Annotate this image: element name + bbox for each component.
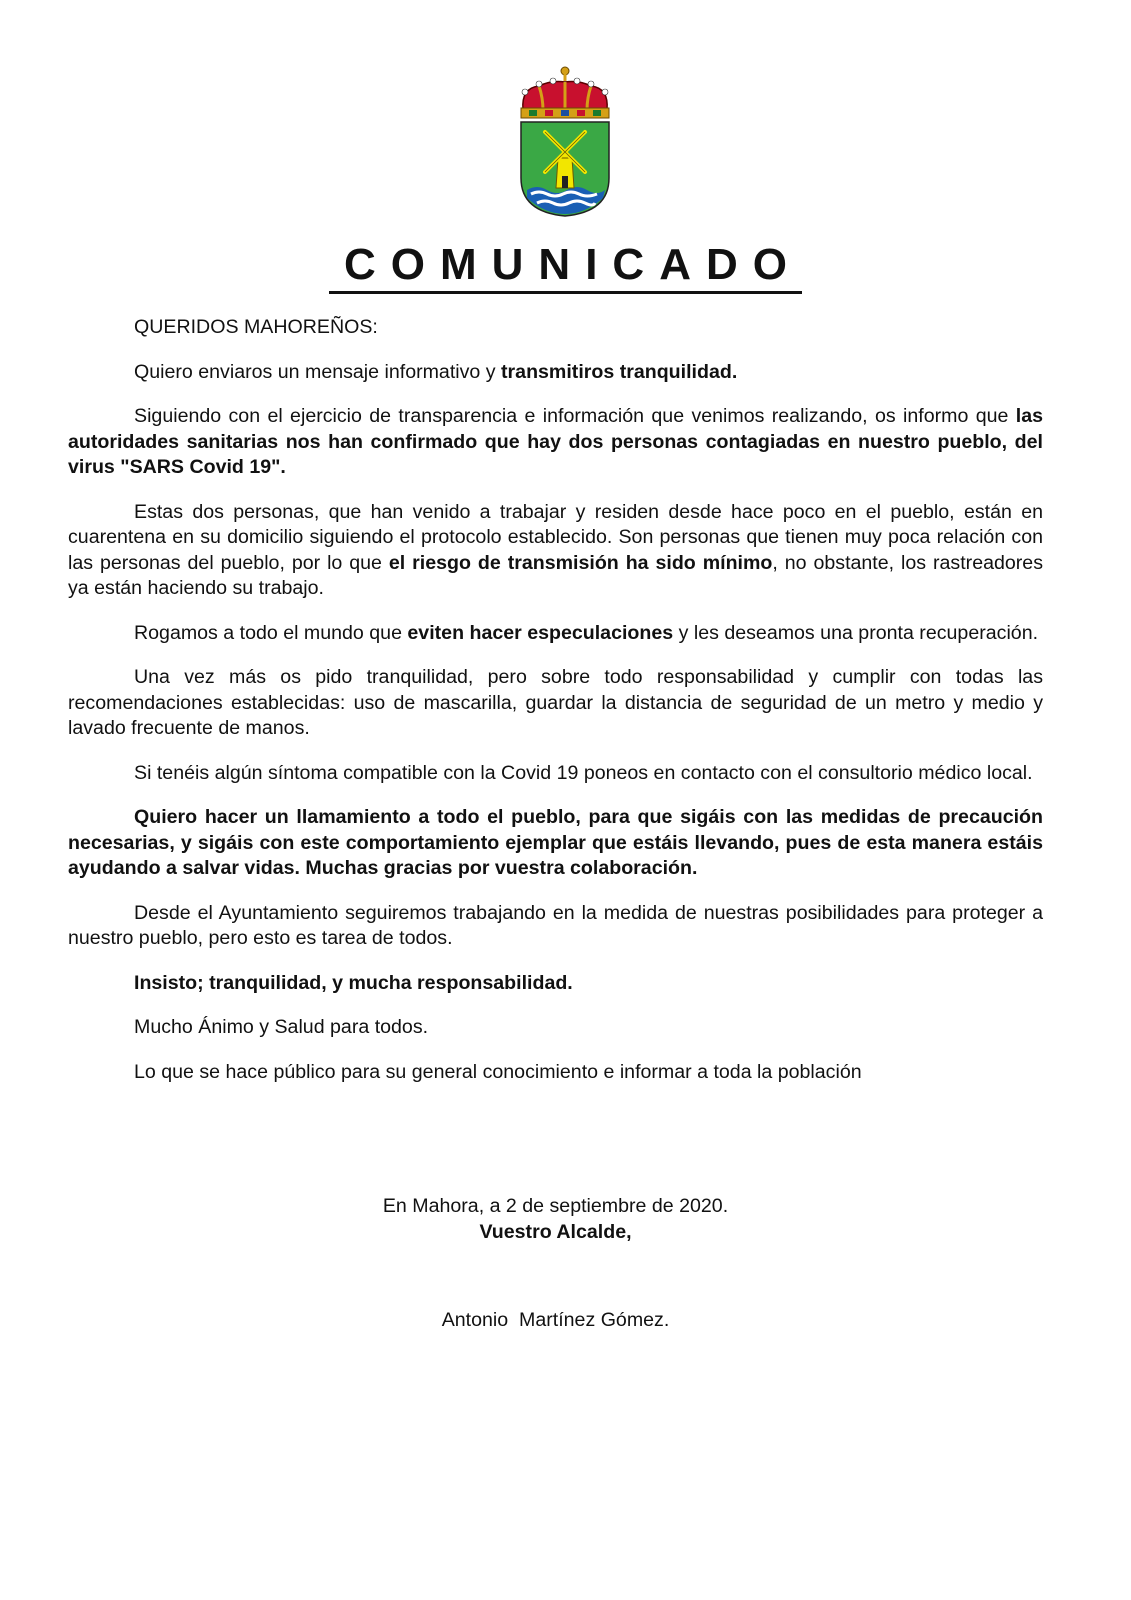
signature-name: Antonio Martínez Gómez. (441, 1309, 670, 1331)
signature-place-date: En Mahora, a 2 de septiembre de 2020. (382, 1195, 729, 1217)
municipal-coat-of-arms-windmill-icon (515, 66, 615, 218)
signature-role: Vuestro Alcalde, (479, 1221, 632, 1243)
paragraph-2: Siguiendo con el ejercicio de transparencia e información que venimos realizando, os informo que las autoridades sanitarias nos han confirmado que hay dos personas contagiadas en nuestro pueblo, del virus "SARS Covid 19". (68, 405, 1043, 478)
paragraph-6: Si tenéis algún síntoma compatible con la Covid 19 poneos en contacto con el consultorio médico local. (134, 761, 1033, 784)
page-title: COMUNICADO (0, 238, 1131, 292)
paragraph-10: Mucho Ánimo y Salud para todos. (134, 1016, 429, 1038)
paragraph-7: Quiero hacer un llamamiento a todo el pueblo, para que sigáis con las medidas de precaución necesarias, y sigáis con este comportamiento ejemplar que estáis llevando, pues de esta manera estáis ayudando a salvar vidas. Muchas gracias por vuestra colaboración. (68, 806, 1043, 879)
greeting: QUERIDOS MAHOREÑOS: (134, 316, 378, 338)
paragraph-5: Una vez más os pido tranquilidad, pero sobre todo responsabilidad y cumplir con todas las recomendaciones establecidas: uso de mascarilla, guardar la distancia de seguridad de un metro y medio y lavado frecuente de manos. (68, 666, 1043, 739)
letter-body (68, 315, 1043, 1104)
paragraph-11: Lo que se hace público para su general conocimiento e informar a toda la población (134, 1060, 862, 1083)
paragraph-1: Quiero enviaros un mensaje informativo y transmitiros tranquilidad. (134, 360, 738, 383)
paragraph-4: Rogamos a todo el mundo que eviten hacer especulaciones y les deseamos una pronta recuperación. (134, 621, 1039, 644)
paragraph-3: Estas dos personas, que han venido a trabajar y residen desde hace poco en el pueblo, están en cuarentena en su domicilio siguiendo el protocolo establecido. Son personas que tienen muy poca relación con las personas del pueblo, por lo que el riesgo de transmisión ha sido mínimo, no obstante, los rastreadores ya están haciendo su trabajo. (68, 500, 1044, 599)
paragraph-8: Desde el Ayuntamiento seguiremos trabajando en la medida de nuestras posibilidades para proteger a nuestro pueblo, pero esto es tarea de todos. (68, 901, 1043, 949)
paragraph-9: Insisto; tranquilidad, y mucha responsabilidad. (134, 971, 573, 994)
